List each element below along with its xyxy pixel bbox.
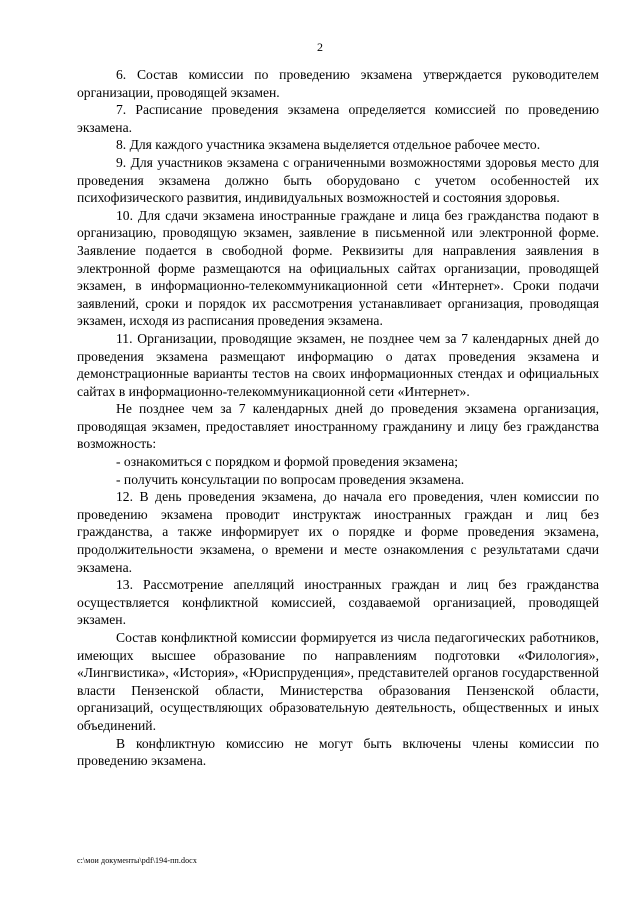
paragraph-10: 10. Для сдачи экзамена иностранные граждане и лица без гражданства подают в организацию, проводящую экзамен, заявление в письменной или электронной форме. Заявление подается в свободной форме. Реквизиты для направления заявления в электронной форме размещаются на официальных сайтах организации, проводящей экзамен, в информационно-телекоммуникационной сети «Интернет». Сроки подачи заявлений, сроки и порядок их рассмотрения устанавливает организация, проводящая экзамен, исходя из расписания проведения экзамена. xyxy=(77,207,599,329)
paragraph-11: 11. Организации, проводящие экзамен, не позднее чем за 7 календарных дней до проведения экзамена размещают информацию о датах проведения экзамена и демонстрационные варианты тестов на своих информационных стендах и официальных сайтах в информационно-телекоммуникационной сети «Интернет». xyxy=(77,330,599,399)
list-item-familiarize: - ознакомиться с порядком и формой проведения экзамена; xyxy=(116,454,459,470)
page-number: 2 xyxy=(317,40,323,54)
document-body xyxy=(77,66,599,770)
paragraph-9: 9. Для участников экзамена с ограниченными возможностями здоровья место для проведения экзамена должно быть оборудовано с учетом особенностей их психофизического развития, индивидуальных возможностей и состояния здоровья. xyxy=(77,154,599,206)
paragraph-13: 13. Рассмотрение апелляций иностранных граждан и лиц без гражданства осуществляется конфликтной комиссией, создаваемой организацией, проводящей экзамен. xyxy=(77,577,599,628)
paragraph-13-exclusion: В конфликтную комиссию не могут быть включены члены комиссии по проведению экзамена. xyxy=(77,735,599,769)
footer-file-path: c:\мои документы\pdf\194-пп.docx xyxy=(77,856,197,865)
paragraph-11-continued: Не позднее чем за 7 календарных дней до проведения экзамена организация, проводящая экзамен, предоставляет иностранному гражданину и лицу без гражданства возможность: xyxy=(77,401,599,452)
paragraph-8: 8. Для каждого участника экзамена выделяется отдельное рабочее место. xyxy=(116,137,541,153)
paragraph-7: 7. Расписание проведения экзамена определяется комиссией по проведению экзамена. xyxy=(77,102,599,135)
list-item-consultation: - получить консультации по вопросам проведения экзамена. xyxy=(116,471,465,487)
paragraph-6: 6. Состав комиссии по проведению экзамена утверждается руководителем организации, проводящей экзамен. xyxy=(77,67,599,100)
paragraph-13-commission-composition: Состав конфликтной комиссии формируется из числа педагогических работников, имеющих высшее образование по направлениям подготовки «Филология», «Лингвистика», «История», «Юриспруденция», представителей органов государственной власти Пензенской области, Министерства образования Пензенской области, организаций, осуществляющих образовательную деятельность, общественных и иных объединений. xyxy=(77,630,599,733)
paragraph-12: 12. В день проведения экзамена, до начала его проведения, член комиссии по проведению экзамена проводит инструктаж иностранных граждан и лиц без гражданства, а также информирует их о порядке и форме проведения экзамена, продолжительности экзамена, о времени и месте ознакомления с результатами сдачи экзамена. xyxy=(77,489,599,575)
